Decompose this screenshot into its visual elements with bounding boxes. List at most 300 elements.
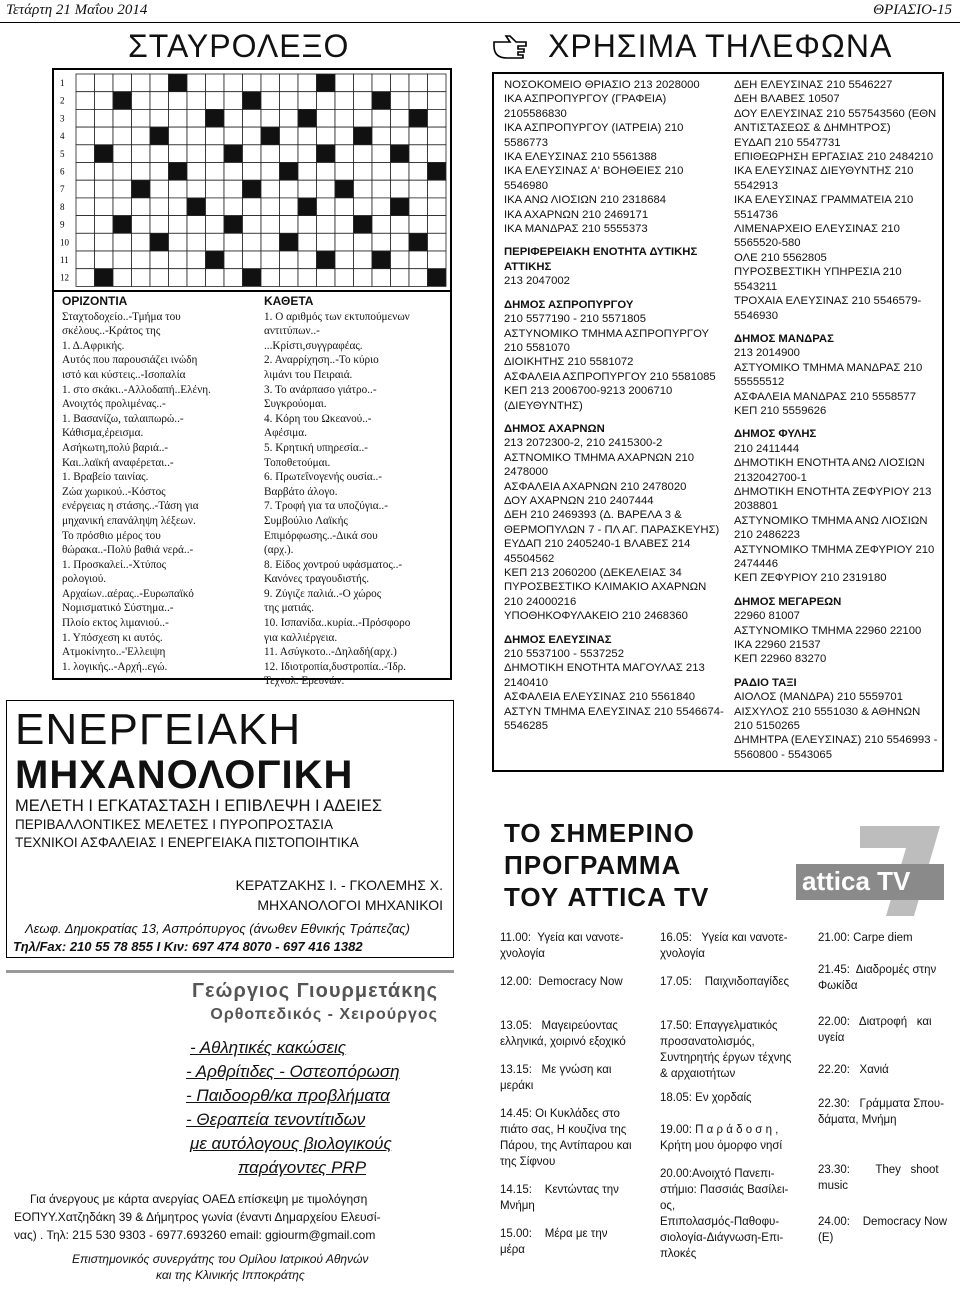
crossword-cell[interactable]	[224, 198, 243, 216]
pointing-hand-icon	[492, 30, 528, 60]
crossword-cell[interactable]	[354, 163, 373, 181]
crossword-cell[interactable]	[187, 163, 206, 181]
crossword-cell[interactable]	[187, 74, 206, 92]
tv-programme-entry: 22.20: Χανιά	[818, 1064, 889, 1076]
crossword-cell[interactable]	[132, 233, 151, 251]
crossword-cell[interactable]	[409, 163, 428, 181]
crossword-cell[interactable]	[150, 251, 169, 269]
tv-programme-entry: 20.00:Ανοιχτό Πανεπι- στήμιο: Πασσιάς Βασίλει- ος, Επιπολασμός-Παθοφυ- σιολογία-Διάγνωση-Επι- πλοκές	[660, 1168, 789, 1260]
crossword-cell[interactable]	[261, 269, 280, 287]
crossword-cell[interactable]	[132, 145, 151, 163]
crossword-cell[interactable]	[298, 269, 317, 287]
crossword-cell[interactable]	[280, 127, 299, 145]
crossword-cell[interactable]	[95, 163, 114, 181]
crossword-cell[interactable]	[76, 251, 95, 269]
crossword-clue: 6. Πρωτεΐνογενής ουσία..-	[264, 471, 383, 484]
crossword-cell[interactable]	[243, 198, 262, 216]
crossword-cell[interactable]	[206, 216, 225, 234]
issue-date: Τετάρτη 21 Μαΐου 2014	[6, 2, 148, 18]
crossword-cell[interactable]	[206, 92, 225, 110]
crossword-cell[interactable]	[335, 74, 354, 92]
crossword-cell[interactable]	[187, 269, 206, 287]
crossword-cell[interactable]	[298, 127, 317, 145]
crossword-clue: 4. Κόρη του Ωκεανού..-	[264, 412, 372, 425]
crossword-clue: ιστό και κύστεις..-Ισοπαλία	[62, 368, 186, 381]
crossword-cell[interactable]	[317, 269, 336, 287]
crossword-clue: 1. Βασανίζω, ταλαιπωρώ..-	[62, 412, 184, 425]
crossword-cell[interactable]	[132, 216, 151, 234]
crossword-cell[interactable]	[206, 198, 225, 216]
crossword-clue: Κανόνες τραγουδιστής.	[264, 573, 370, 586]
crossword-clue: 12. Ιδιοτροπία,δυστροπία..-Ίδρ.	[264, 660, 406, 673]
crossword-cell[interactable]	[428, 233, 447, 251]
phone-entry: ΙΚΑ ΕΛΕΥΣΙΝΑΣ ΔΙΕΥΘΥΝΤΗΣ 210 5542913	[734, 165, 917, 192]
crossword-cell[interactable]	[317, 92, 336, 110]
crossword-cell[interactable]	[261, 92, 280, 110]
crossword-clue: Ζώα χωρικού..-Κόστος	[62, 485, 166, 498]
crossword-cell	[317, 251, 336, 269]
crossword-cell[interactable]	[372, 109, 391, 127]
crossword-cell[interactable]	[335, 251, 354, 269]
attica-tv-logo	[790, 818, 954, 918]
crossword-cell[interactable]	[187, 180, 206, 198]
crossword-cell[interactable]	[372, 216, 391, 234]
crossword-cell[interactable]	[280, 109, 299, 127]
crossword-cell[interactable]	[206, 163, 225, 181]
crossword-cell[interactable]	[150, 198, 169, 216]
crossword-cell[interactable]	[243, 74, 262, 92]
crossword-cell[interactable]	[354, 92, 373, 110]
crossword-cell[interactable]	[261, 180, 280, 198]
crossword-cell[interactable]	[391, 127, 410, 145]
crossword-cell[interactable]	[372, 233, 391, 251]
header-rule	[0, 22, 960, 23]
crossword-clue: Τεχνολ. Ερευνών.	[264, 675, 345, 688]
crossword-cell[interactable]	[317, 127, 336, 145]
crossword-row-number: 12	[60, 272, 69, 283]
crossword-cell[interactable]	[280, 216, 299, 234]
phones-section-heading: ΔΗΜΟΣ ΑΧΑΡΝΩΝ	[504, 422, 605, 435]
crossword-cell[interactable]	[261, 251, 280, 269]
crossword-cell[interactable]	[409, 74, 428, 92]
crossword-cell[interactable]	[243, 145, 262, 163]
crossword-cell[interactable]	[76, 163, 95, 181]
crossword-cell[interactable]	[206, 269, 225, 287]
tv-programme-entry: 14.15: Κεντώντας την Μνήμη	[500, 1184, 619, 1212]
crossword-cell[interactable]	[372, 180, 391, 198]
crossword-cell[interactable]	[354, 233, 373, 251]
crossword-cell[interactable]	[169, 92, 188, 110]
crossword-cell[interactable]	[113, 269, 132, 287]
crossword-cell[interactable]	[391, 269, 410, 287]
phone-entry: ΑΙΣΧΥΛΟΣ 210 5551030 & ΑΘΗΝΩΝ 210 5150265	[734, 705, 924, 733]
tv-programme-entry: 17.05: Παιχνιδοπαγίδες	[660, 976, 790, 988]
crossword-cell[interactable]	[354, 269, 373, 287]
crossword-cell[interactable]	[76, 127, 95, 145]
crossword-cell[interactable]	[335, 216, 354, 234]
crossword-cell[interactable]	[169, 216, 188, 234]
crossword-cell[interactable]	[428, 92, 447, 110]
crossword-cell[interactable]	[280, 198, 299, 216]
crossword-cell[interactable]	[391, 74, 410, 92]
phone-entry: ΙΚΑ ΕΛΕΥΣΙΝΑΣ Α' ΒΟΗΘΕΙΕΣ 210 5546980	[504, 165, 687, 192]
crossword-cell	[298, 109, 317, 127]
crossword-cell[interactable]	[261, 109, 280, 127]
crossword-cell[interactable]	[317, 109, 336, 127]
crossword-cell[interactable]	[206, 127, 225, 145]
crossword-cell[interactable]	[391, 216, 410, 234]
phone-entry: 210 5537100 - 5537252	[504, 648, 624, 661]
ad-line-4: ΠΕΡΙΒΑΛΛΟΝΤΙΚΕΣ ΜΕΛΕΤΕΣ Ι ΠΥΡΟΠΡΟΣΤΑΣΙΑ	[15, 817, 333, 832]
phone-entry: ΚΕΠ 213 2060200 (ΔΕΚΕΛΕΙΑΣ 34	[504, 567, 682, 579]
crossword-cell[interactable]	[280, 92, 299, 110]
crossword-cell[interactable]	[169, 251, 188, 269]
crossword-cell[interactable]	[150, 180, 169, 198]
crossword-cell[interactable]	[298, 251, 317, 269]
crossword-cell[interactable]	[428, 216, 447, 234]
crossword-cell[interactable]	[280, 74, 299, 92]
crossword-cell[interactable]	[150, 92, 169, 110]
crossword-cell	[95, 145, 114, 163]
crossword-cell[interactable]	[298, 145, 317, 163]
doctor-affiliation: Επιστημονικός συνεργάτης του Ομίλου Ιατρικού Αθηνών	[72, 1252, 369, 1266]
crossword-cell[interactable]	[261, 198, 280, 216]
crossword-cell[interactable]	[372, 74, 391, 92]
phone-entry: ΔΟΥ ΑΧΑΡΝΩΝ 210 2407444	[504, 494, 654, 507]
crossword-cell[interactable]	[243, 216, 262, 234]
crossword-clue: Νομισματικό Σύστημα..-	[62, 602, 174, 615]
crossword-cell[interactable]	[224, 109, 243, 127]
crossword-cell[interactable]	[132, 163, 151, 181]
crossword-cell[interactable]	[150, 145, 169, 163]
phones-column-1	[504, 78, 724, 733]
crossword-cell[interactable]	[113, 145, 132, 163]
crossword-cell[interactable]	[428, 251, 447, 269]
crossword-cell[interactable]	[113, 109, 132, 127]
crossword-cell[interactable]	[95, 127, 114, 145]
crossword-cell[interactable]	[372, 127, 391, 145]
phone-entry: ΔΕΗ 210 2469393 (Δ. ΒΑΡΕΛΑ 3 & ΘΕΡΜΟΠΥΛΩΝ 7 - ΠΛ ΑΓ. ΠΑΡΑΣΚΕΥΗΣ)	[504, 509, 720, 536]
crossword-cell[interactable]	[113, 127, 132, 145]
crossword-cell[interactable]	[261, 145, 280, 163]
crossword-cell[interactable]	[261, 216, 280, 234]
crossword-cell[interactable]	[428, 74, 447, 92]
crossword-cell[interactable]	[317, 163, 336, 181]
crossword-cell[interactable]	[95, 180, 114, 198]
tv-programme-entry: 14.45: Οι Κυκλάδες στο πιάτο σας, Η κουζίνα της Πάρου, της Αντίπαρου και της Σίφνου	[500, 1108, 632, 1168]
phone-entry: ΙΚΑ ΕΛΕΥΣΙΝΑΣ ΓΡΑΜΜΑΤΕΙΑ 210 5514736	[734, 194, 917, 221]
doctor-note: Για άνεργους με κάρτα ανεργίας ΟΑΕΔ επίσκεψη με τιμολόγηση	[30, 1192, 368, 1206]
crossword-cell[interactable]	[169, 109, 188, 127]
phone-entry: ΠΥΡΟΣΒΕΣΤΙΚΗ ΥΠΗΡΕΣΙΑ 210 5543211	[734, 266, 905, 293]
crossword-clue: 2. Αναρρίχηση..-Το κύριο	[264, 354, 379, 367]
crossword-cell[interactable]	[113, 233, 132, 251]
crossword-cell	[428, 163, 447, 181]
phone-entry: ΕΥΔΑΠ 210 5547731	[734, 136, 841, 149]
crossword-cell[interactable]	[113, 198, 132, 216]
crossword-cell[interactable]	[409, 216, 428, 234]
crossword-cell[interactable]	[169, 180, 188, 198]
crossword-clue: θώρακα..-Πολύ βαθιά νερά..-	[62, 544, 194, 557]
crossword-cell[interactable]	[298, 180, 317, 198]
crossword-cell[interactable]	[261, 74, 280, 92]
crossword-cell[interactable]	[76, 198, 95, 216]
crossword-cell[interactable]	[169, 233, 188, 251]
crossword-cell[interactable]	[132, 74, 151, 92]
crossword-cell[interactable]	[428, 145, 447, 163]
vertical-clues	[264, 294, 450, 689]
crossword-cell[interactable]	[409, 269, 428, 287]
phone-entry: ΑΣΤΝΟΜΙΚΟ ΤΜΗΜΑ ΑΧΑΡΝΩΝ 210 2478000	[504, 451, 698, 479]
crossword-cell[interactable]	[428, 109, 447, 127]
crossword-cell[interactable]	[261, 233, 280, 251]
crossword-cell[interactable]	[169, 198, 188, 216]
crossword-cell	[95, 269, 114, 287]
crossword-cell[interactable]	[113, 251, 132, 269]
phone-entry: ΚΕΠ ΖΕΦΥΡΙΟΥ 210 2319180	[734, 572, 887, 585]
crossword-cell[interactable]	[298, 74, 317, 92]
crossword-cell[interactable]	[354, 251, 373, 269]
phone-entry: ΔΙΟΙΚΗΤΗΣ 210 5581072	[504, 356, 634, 369]
crossword-cell[interactable]	[354, 74, 373, 92]
crossword-clue: μηχανική επανάληψη λέξεων.	[62, 514, 196, 527]
crossword-cell[interactable]	[335, 145, 354, 163]
phone-entry: ΔΗΜΟΤΙΚΗ ΕΝΟΤΗΤΑ ΜΑΓΟΥΛΑΣ 213 2140410	[504, 662, 708, 689]
crossword-cell[interactable]	[391, 109, 410, 127]
crossword-clue: 1. Βραβείο ταινίας.	[62, 471, 149, 484]
crossword-cell	[391, 145, 410, 163]
crossword-cell[interactable]	[187, 127, 206, 145]
crossword-clue: 1. Ο αριθμός των εκτυπούμενων	[264, 310, 410, 323]
crossword-cell	[150, 233, 169, 251]
crossword-cell[interactable]	[391, 251, 410, 269]
crossword-cell[interactable]	[76, 180, 95, 198]
crossword-cell	[372, 251, 391, 269]
crossword-cell[interactable]	[428, 198, 447, 216]
crossword-cell	[224, 145, 243, 163]
crossword-cell	[409, 233, 428, 251]
crossword-cell[interactable]	[132, 198, 151, 216]
crossword-cell[interactable]	[187, 233, 206, 251]
crossword-clue: Πλοίο εκτος λιμανιού..-	[62, 617, 169, 630]
crossword-cell[interactable]	[261, 163, 280, 181]
crossword-cell[interactable]	[354, 145, 373, 163]
crossword-cell[interactable]	[95, 92, 114, 110]
crossword-title: ΣΤΑΥΡΟΛΕΞΟ	[128, 28, 350, 64]
crossword-cell[interactable]	[372, 198, 391, 216]
crossword-clue: για καλλιέργεια.	[264, 631, 338, 644]
crossword-cell[interactable]	[224, 180, 243, 198]
tv-programme-entry: 22.30: Γράμματα Σπου- δάματα, Μνήμη	[818, 1098, 945, 1126]
crossword-cell[interactable]	[187, 145, 206, 163]
crossword-cell[interactable]	[206, 180, 225, 198]
crossword-cell[interactable]	[224, 251, 243, 269]
crossword-cell[interactable]	[298, 216, 317, 234]
crossword-cell[interactable]	[335, 127, 354, 145]
crossword-cell[interactable]	[335, 92, 354, 110]
crossword-cell[interactable]	[95, 109, 114, 127]
crossword-cell[interactable]	[95, 198, 114, 216]
crossword-cell[interactable]	[95, 74, 114, 92]
crossword-cell[interactable]	[206, 74, 225, 92]
crossword-cell[interactable]	[169, 127, 188, 145]
phone-entry: ΑΣΤΥΝΟΜΙΚΟ ΤΜΗΜΑ ΑΣΠΡΟΠΥΡΓΟΥ 210 5581070	[504, 327, 713, 354]
crossword-cell[interactable]	[280, 145, 299, 163]
crossword-clue: της ματιάς.	[264, 602, 315, 615]
doctor-specialty: Ορθοπεδικός - Χειρούργος	[210, 1006, 438, 1023]
crossword-cell[interactable]	[335, 233, 354, 251]
crossword-cell[interactable]	[150, 216, 169, 234]
crossword-cell[interactable]	[206, 145, 225, 163]
crossword-cell[interactable]	[169, 145, 188, 163]
crossword-cell[interactable]	[224, 74, 243, 92]
tv-programme-entry: 23.30: They shoot music	[818, 1164, 939, 1192]
crossword-cell[interactable]	[132, 251, 151, 269]
ad-line-2: ΜΗΧΑΝΟΛΟΓΙΚΗ	[15, 753, 354, 797]
doctor-note: ΕΟΠΥΥ.Χατζηδάκη 39 & Δήμητρος γωνία (έναντι Δημαρχείου Ελευσί-	[14, 1210, 381, 1224]
crossword-cell[interactable]	[409, 180, 428, 198]
crossword-cell[interactable]	[150, 269, 169, 287]
crossword-cell[interactable]	[187, 216, 206, 234]
phone-entry: ΙΚΑ ΑΝΩ ΛΙΟΣΙΩΝ 210 2318684	[504, 194, 667, 207]
crossword-cell[interactable]	[391, 163, 410, 181]
crossword-cell	[335, 180, 354, 198]
crossword-cell[interactable]	[280, 251, 299, 269]
phone-entry: ΑΣΦΑΛΕΙΑ ΑΧΑΡΝΩΝ 210 2478020	[504, 480, 687, 493]
crossword-cell[interactable]	[317, 180, 336, 198]
crossword-cell[interactable]	[150, 74, 169, 92]
crossword-cell[interactable]	[280, 269, 299, 287]
ad-line-7: ΜΗΧΑΝΟΛΟΓΟΙ ΜΗΧΑΝΙΚΟΙ	[257, 897, 443, 913]
crossword-cell[interactable]	[132, 269, 151, 287]
crossword-cell[interactable]	[76, 269, 95, 287]
crossword-cell[interactable]	[95, 216, 114, 234]
crossword-cell[interactable]	[76, 109, 95, 127]
crossword-cell	[113, 216, 132, 234]
crossword-cell[interactable]	[132, 92, 151, 110]
phone-entry: 213 2072300-2, 210 2415300-2	[504, 437, 663, 450]
crossword-cell[interactable]	[95, 233, 114, 251]
crossword-cell[interactable]	[335, 198, 354, 216]
crossword-cell[interactable]	[372, 269, 391, 287]
crossword-cell[interactable]	[243, 251, 262, 269]
crossword-cell[interactable]	[243, 127, 262, 145]
tv-programme-entry: 16.05: Υγεία και νανοτε- χνολογία	[660, 932, 788, 960]
crossword-cell[interactable]	[409, 145, 428, 163]
phone-entry: ΤΡΟΧΑΙΑ ΕΛΕΥΣΙΝΑΣ 210 5546579-5546930	[734, 295, 922, 322]
phone-entry: ΔΟΥ ΕΛΕΥΣΙΝΑΣ 210 557543560 (ΕΘΝ ΑΝΤΙΣΤΑΣΕΩΣ & ΔΗΜΗΤΡΟΣ)	[734, 107, 939, 135]
crossword-row-number: 3	[60, 113, 65, 124]
crossword-cell[interactable]	[150, 109, 169, 127]
crossword-cell[interactable]	[317, 216, 336, 234]
crossword-cell[interactable]	[243, 163, 262, 181]
doctor-ad	[6, 976, 454, 1294]
crossword-cell[interactable]	[113, 74, 132, 92]
crossword-cell[interactable]	[409, 92, 428, 110]
crossword-cell[interactable]	[150, 163, 169, 181]
crossword-cell[interactable]	[132, 109, 151, 127]
crossword-cell[interactable]	[317, 233, 336, 251]
phone-entry: 213 2047002	[504, 275, 570, 288]
tv-programme-entry: 21.00: Carpe diem	[818, 932, 913, 944]
crossword-cell[interactable]	[298, 233, 317, 251]
crossword-cell[interactable]	[335, 269, 354, 287]
crossword-clue: Τοποθετούμαι.	[264, 456, 331, 469]
crossword-cell[interactable]	[224, 233, 243, 251]
crossword-cell[interactable]	[335, 163, 354, 181]
crossword-cell[interactable]	[317, 198, 336, 216]
phone-entry: ΑΙΟΛΟΣ (ΜΑΝΔΡΑ) 210 5559701	[734, 691, 903, 704]
crossword-cell[interactable]	[76, 216, 95, 234]
crossword-cell[interactable]	[187, 251, 206, 269]
crossword-cell[interactable]	[169, 269, 188, 287]
crossword-cell[interactable]	[280, 180, 299, 198]
crossword-clue: Ανοιχτός προλιμένας..-	[62, 398, 166, 411]
crossword-cell[interactable]	[113, 180, 132, 198]
crossword-cell[interactable]	[224, 127, 243, 145]
phone-entry: ΑΣΦΑΛΕΙΑ ΜΑΝΔΡΑΣ 210 5558577	[734, 390, 916, 403]
crossword-clue: σκέλους..-Κράτος της	[62, 325, 161, 338]
engineering-ad	[6, 700, 454, 958]
crossword-cell	[372, 92, 391, 110]
crossword-cell[interactable]	[224, 92, 243, 110]
phone-entry: ΠΥΡΟΣΒΕΣΤΙΚΟ ΚΛΙΜΑΚΙΟ ΑΧΑΡΝΩΝ 210 24000216	[504, 581, 710, 608]
crossword-clue: (αρχ.).	[264, 544, 294, 557]
crossword-cell[interactable]	[354, 109, 373, 127]
crossword-cell[interactable]	[428, 127, 447, 145]
phone-entry: ΥΠΟΘΗΚΟΦΥΛΑΚΕΙΟ 210 2468360	[504, 610, 688, 623]
phone-entry: ΔΗΜΗΤΡΑ (ΕΛΕΥΣΙΝΑΣ) 210 5546993 - 5560800 - 5543065	[734, 734, 941, 761]
crossword-cell[interactable]	[298, 92, 317, 110]
doctor-service: - Θεραπεία τενοντίτιδων	[186, 1110, 366, 1129]
vertical-heading: ΚΑΘΕΤΑ	[264, 294, 314, 308]
crossword-cell[interactable]	[206, 233, 225, 251]
crossword-cell[interactable]	[76, 233, 95, 251]
crossword-cell[interactable]	[224, 269, 243, 287]
crossword-clue: 1. Υπόσχεση κι αυτός.	[62, 631, 163, 644]
crossword-cell[interactable]	[243, 233, 262, 251]
phone-entry: 210 5577190 - 210 5571805	[504, 313, 646, 326]
crossword-cell[interactable]	[391, 180, 410, 198]
crossword-cell	[187, 198, 206, 216]
crossword-cell[interactable]	[187, 109, 206, 127]
crossword-cell[interactable]	[224, 163, 243, 181]
crossword-cell[interactable]	[354, 198, 373, 216]
crossword-cell[interactable]	[76, 92, 95, 110]
crossword-cell[interactable]	[298, 163, 317, 181]
crossword-cell[interactable]	[409, 251, 428, 269]
crossword-cell[interactable]	[372, 145, 391, 163]
crossword-cell[interactable]	[335, 109, 354, 127]
tv-title-line-2: ΠΡΟΓΡΑΜΜΑ	[504, 850, 682, 880]
crossword-cell[interactable]	[132, 127, 151, 145]
crossword-cell[interactable]	[113, 163, 132, 181]
crossword-cell[interactable]	[428, 180, 447, 198]
horizontal-clues	[62, 294, 258, 674]
crossword-cell[interactable]	[391, 92, 410, 110]
crossword-cell[interactable]	[409, 198, 428, 216]
crossword-cell[interactable]	[354, 180, 373, 198]
crossword-cell[interactable]	[76, 74, 95, 92]
crossword-cell[interactable]	[76, 145, 95, 163]
phone-entry: ΙΚΑ ΑΣΠΡΟΠΥΡΓΟΥ (ΓΡΑΦΕΙΑ) 2105586830	[504, 93, 670, 120]
crossword-cell[interactable]	[95, 251, 114, 269]
crossword-cell[interactable]	[409, 127, 428, 145]
crossword-cell[interactable]	[187, 92, 206, 110]
crossword-cell[interactable]	[391, 233, 410, 251]
crossword-cell[interactable]	[243, 109, 262, 127]
crossword-cell[interactable]	[372, 163, 391, 181]
